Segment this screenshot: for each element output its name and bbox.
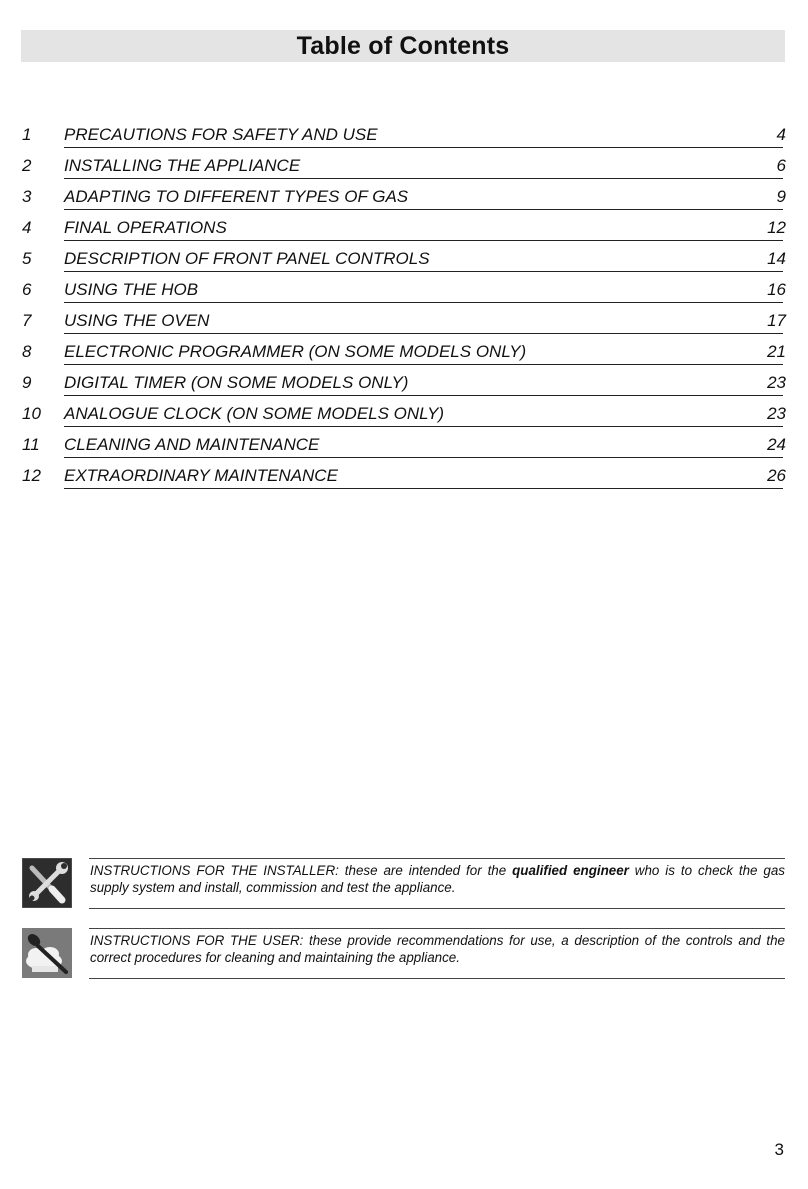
toc-entry[interactable] [0,156,808,187]
toc-entry-number: 9 [22,373,32,392]
toc-entry-page: 24 [767,435,786,454]
toc-entry-page: 12 [767,218,786,237]
toc-leader-line [64,302,783,303]
toc-leader-line [64,457,783,458]
tools-icon [22,858,72,908]
toc-entry[interactable] [0,125,808,156]
toc-leader-line [64,147,783,148]
note-rule-bottom [89,908,785,909]
toc-entry-page: 9 [776,187,786,206]
chef-spoon-icon [22,928,72,978]
toc-entry-title: EXTRAORDINARY MAINTENANCE [64,466,338,485]
toc-entry-page: 14 [767,249,786,268]
toc-entry-page: 16 [767,280,786,299]
toc-entry-title: USING THE HOB [64,280,199,299]
toc-entry-number: 4 [22,218,32,237]
toc-entry-number: 10 [22,404,41,423]
toc-entry-number: 6 [22,280,32,299]
toc-entry-title: FINAL OPERATIONS [64,218,227,237]
toc-entry[interactable] [0,342,808,373]
toc-entry[interactable] [0,249,808,280]
note-rule-bottom [89,978,785,979]
toc-entry[interactable] [0,466,808,497]
toc-entry[interactable] [0,373,808,404]
toc-entry-number: 5 [22,249,32,268]
toc-entry[interactable] [0,187,808,218]
toc-entry-page: 17 [767,311,786,330]
toc-entry-title: PRECAUTIONS FOR SAFETY AND USE [64,125,378,144]
toc-entry-page: 26 [767,466,786,485]
toc-entry-page: 4 [776,125,786,144]
installer-note-text-before: INSTRUCTIONS FOR THE INSTALLER: these are intended for the [90,863,513,878]
title-bar [21,30,785,62]
installer-note-text [90,862,785,896]
toc-leader-line [64,240,783,241]
installer-note-emphasis: qualified engineer [512,863,629,878]
toc-entry-page: 6 [776,156,786,175]
toc-leader-line [64,395,783,396]
toc-entry-title: DESCRIPTION OF FRONT PANEL CONTROLS [64,249,430,268]
toc-entry-number: 1 [22,125,32,144]
toc-entry[interactable] [0,311,808,342]
user-note-text: INSTRUCTIONS FOR THE USER: these provide recommendations for use, a description of the controls and the correct procedures for cleaning and maintaining the appliance. [90,933,785,965]
toc-entry[interactable] [0,435,808,466]
toc-entry-number: 12 [22,466,41,485]
toc-entry-title: USING THE OVEN [64,311,210,330]
installer-note-text-after: who is to check the gas supply system and install, commission and test the appliance. [90,863,785,895]
toc-entry-number: 11 [22,435,40,454]
toc-entry-title: ELECTRONIC PROGRAMMER (ON SOME MODELS ONLY) [64,342,527,361]
toc-entry-number: 8 [22,342,32,361]
user-note [0,928,808,984]
toc-entry-title: ANALOGUE CLOCK (ON SOME MODELS ONLY) [64,404,445,423]
page-number: 3 [774,1140,784,1159]
toc-entry-page: 23 [767,404,786,423]
toc-entry[interactable] [0,280,808,311]
toc-entry-title: INSTALLING THE APPLIANCE [64,156,301,175]
toc-entry-number: 2 [22,156,32,175]
toc-entry-title: DIGITAL TIMER (ON SOME MODELS ONLY) [64,373,409,392]
toc-leader-line [64,364,783,365]
installer-note [0,858,808,914]
toc-leader-line [64,426,783,427]
toc-entry-title: CLEANING AND MAINTENANCE [64,435,320,454]
toc-entry-title: ADAPTING TO DIFFERENT TYPES OF GAS [64,187,409,206]
toc-entry-number: 3 [22,187,32,206]
toc-entry-page: 21 [767,342,786,361]
toc-leader-line [64,209,783,210]
toc-entry[interactable] [0,404,808,435]
toc-leader-line [64,488,783,489]
page-title: Table of Contents [296,31,510,60]
note-rule-top [89,928,785,929]
toc-leader-line [64,178,783,179]
note-rule-top [89,858,785,859]
toc-entry-number: 7 [22,311,32,330]
toc-leader-line [64,333,783,334]
toc-entry-page: 23 [767,373,786,392]
toc-leader-line [64,271,783,272]
toc-entry[interactable] [0,218,808,249]
